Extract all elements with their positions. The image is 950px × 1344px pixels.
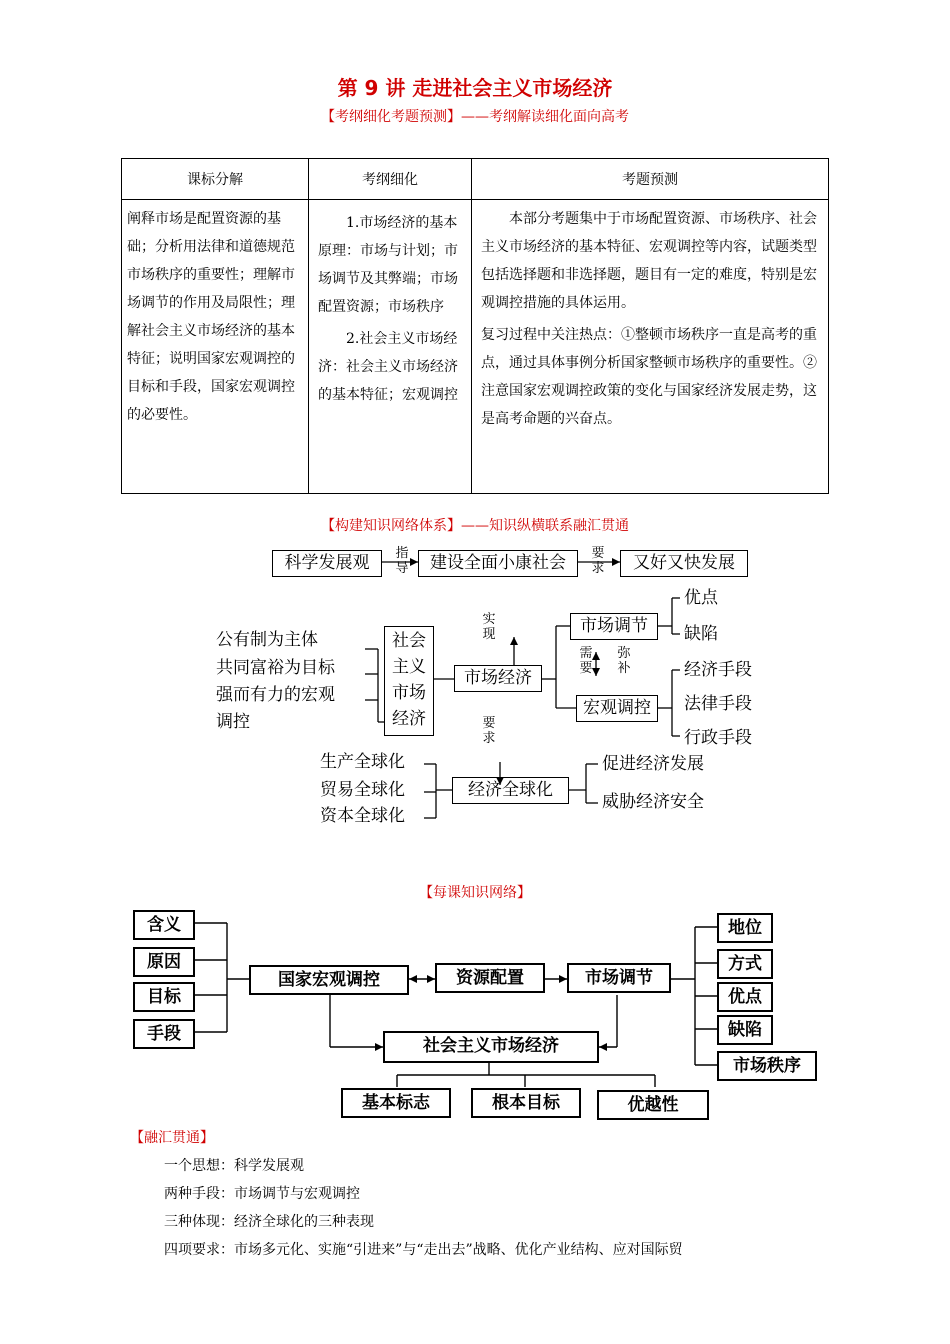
kaogang-item-1: 1.市场经济的基本原理：市场与计划；市场调节及其弊端；市场配置资源；市场秩序 <box>318 215 458 315</box>
node-means: 手段 <box>133 1019 195 1049</box>
glob-production: 生产全球化 <box>320 752 405 772</box>
node-goal: 目标 <box>133 982 195 1012</box>
page-title: 第 9 讲 走进社会主义市场经济 <box>337 76 613 100</box>
node-status: 地位 <box>717 913 773 943</box>
node-market-regulation-2: 市场调节 <box>567 963 671 993</box>
leaf-advantage: 优点 <box>684 588 718 608</box>
node-globalization: 经济全球化 <box>452 777 569 804</box>
node-basic-mark: 基本标志 <box>341 1088 451 1118</box>
edge-label-require: 要求 <box>591 546 605 576</box>
outline-table <box>121 158 829 494</box>
lesson-network-diagram <box>125 905 825 1125</box>
node-good-fast: 又好又快发展 <box>620 550 748 577</box>
node-state-macro: 国家宏观调控 <box>249 965 409 995</box>
node-socialism: 社会主义市场经济 <box>384 626 434 736</box>
node-defect-2: 缺陷 <box>717 1015 773 1045</box>
edge-label-realize: 实现 <box>482 612 496 642</box>
header-kaoti: 考题预测 <box>472 159 829 200</box>
node-resource-allocation: 资源配置 <box>435 963 545 993</box>
node-sci-dev: 科学发展观 <box>272 550 382 577</box>
node-market-order: 市场秩序 <box>717 1051 817 1081</box>
edge-label-demand: 要求 <box>482 716 496 746</box>
edge-label-compensate: 弥补 <box>617 646 631 676</box>
feature-macro-cont: 调控 <box>216 712 250 732</box>
leaf-admin-means: 行政手段 <box>684 728 752 748</box>
knowledge-network-diagram <box>206 540 776 830</box>
node-macro-control: 宏观调控 <box>576 695 658 722</box>
glob-capital: 资本全球化 <box>320 806 405 826</box>
node-fundamental-goal: 根本目标 <box>471 1088 581 1118</box>
node-superiority: 优越性 <box>597 1090 709 1120</box>
section-subtitle-outline: 【考纲细化考题预测】——考纲解读细化面向高考 <box>321 109 629 125</box>
node-build-society: 建设全面小康社会 <box>418 550 578 577</box>
fusion-heading: 【融汇贯通】 <box>130 1130 214 1146</box>
glob-promote: 促进经济发展 <box>602 754 704 774</box>
section-subtitle-lesson-network: 【每课知识网络】 <box>419 885 531 901</box>
feature-macro: 强而有力的宏观 <box>216 685 335 705</box>
node-market-economy: 市场经济 <box>454 665 542 692</box>
kebiao-content: 阐释市场是配置资源的基础；分析用法律和道德规范市场秩序的重要性；理解市场调节的作用及局限性；理解社会主义市场经济的基本特征；说明国家宏观调控的目标和手段，国家宏观调控的必要性。 <box>127 211 295 423</box>
leaf-defect: 缺陷 <box>684 624 718 644</box>
edge-label-guide: 指导 <box>395 546 409 576</box>
node-method: 方式 <box>717 949 773 979</box>
kaoti-paragraph-2: 复习过程中关注热点：①整顿市场秩序一直是高考的重点，通过具体事例分析国家整顿市场秩序的重要性。②注意国家宏观调控政策的变化与国家经济发展走势，这是高考命题的兴奋点。 <box>481 327 817 427</box>
node-market-regulation: 市场调节 <box>570 613 658 640</box>
kaoti-paragraph-1: 本部分考题集中于市场配置资源、市场秩序、社会主义市场经济的基本特征、宏观调控等内容，试题类型包括选择题和非选择题，题目有一定的难度，特别是宏观调控措施的具体运用。 <box>481 211 817 311</box>
section-subtitle-network: 【构建知识网络体系】——知识纵横联系融汇贯通 <box>321 518 629 534</box>
kaogang-item-2: 2.社会主义市场经济：社会主义市场经济的基本特征；宏观调控 <box>318 331 458 403</box>
node-reason: 原因 <box>133 947 195 977</box>
fusion-line-2: 两种手段：市场调节与宏观调控 <box>164 1186 360 1202</box>
node-advantage-2: 优点 <box>717 982 773 1012</box>
node-meaning: 含义 <box>133 910 195 940</box>
fusion-line-3: 三种体现：经济全球化的三种表现 <box>164 1214 374 1230</box>
glob-trade: 贸易全球化 <box>320 780 405 800</box>
leaf-econ-means: 经济手段 <box>684 660 752 680</box>
glob-threaten: 威胁经济安全 <box>602 792 704 812</box>
header-kebiao: 课标分解 <box>122 159 309 200</box>
leaf-law-means: 法律手段 <box>684 694 752 714</box>
feature-public: 公有制为主体 <box>216 630 318 650</box>
header-kaogang: 考纲细化 <box>309 159 472 200</box>
feature-prosperity: 共同富裕为目标 <box>216 658 335 678</box>
node-socialist-market-economy: 社会主义市场经济 <box>383 1031 599 1063</box>
fusion-line-4: 四项要求：市场多元化、实施“引进来”与“走出去”战略、优化产业结构、应对国际贸 <box>164 1242 683 1258</box>
fusion-line-1: 一个思想：科学发展观 <box>164 1158 304 1174</box>
edge-label-need: 需要 <box>579 646 593 676</box>
